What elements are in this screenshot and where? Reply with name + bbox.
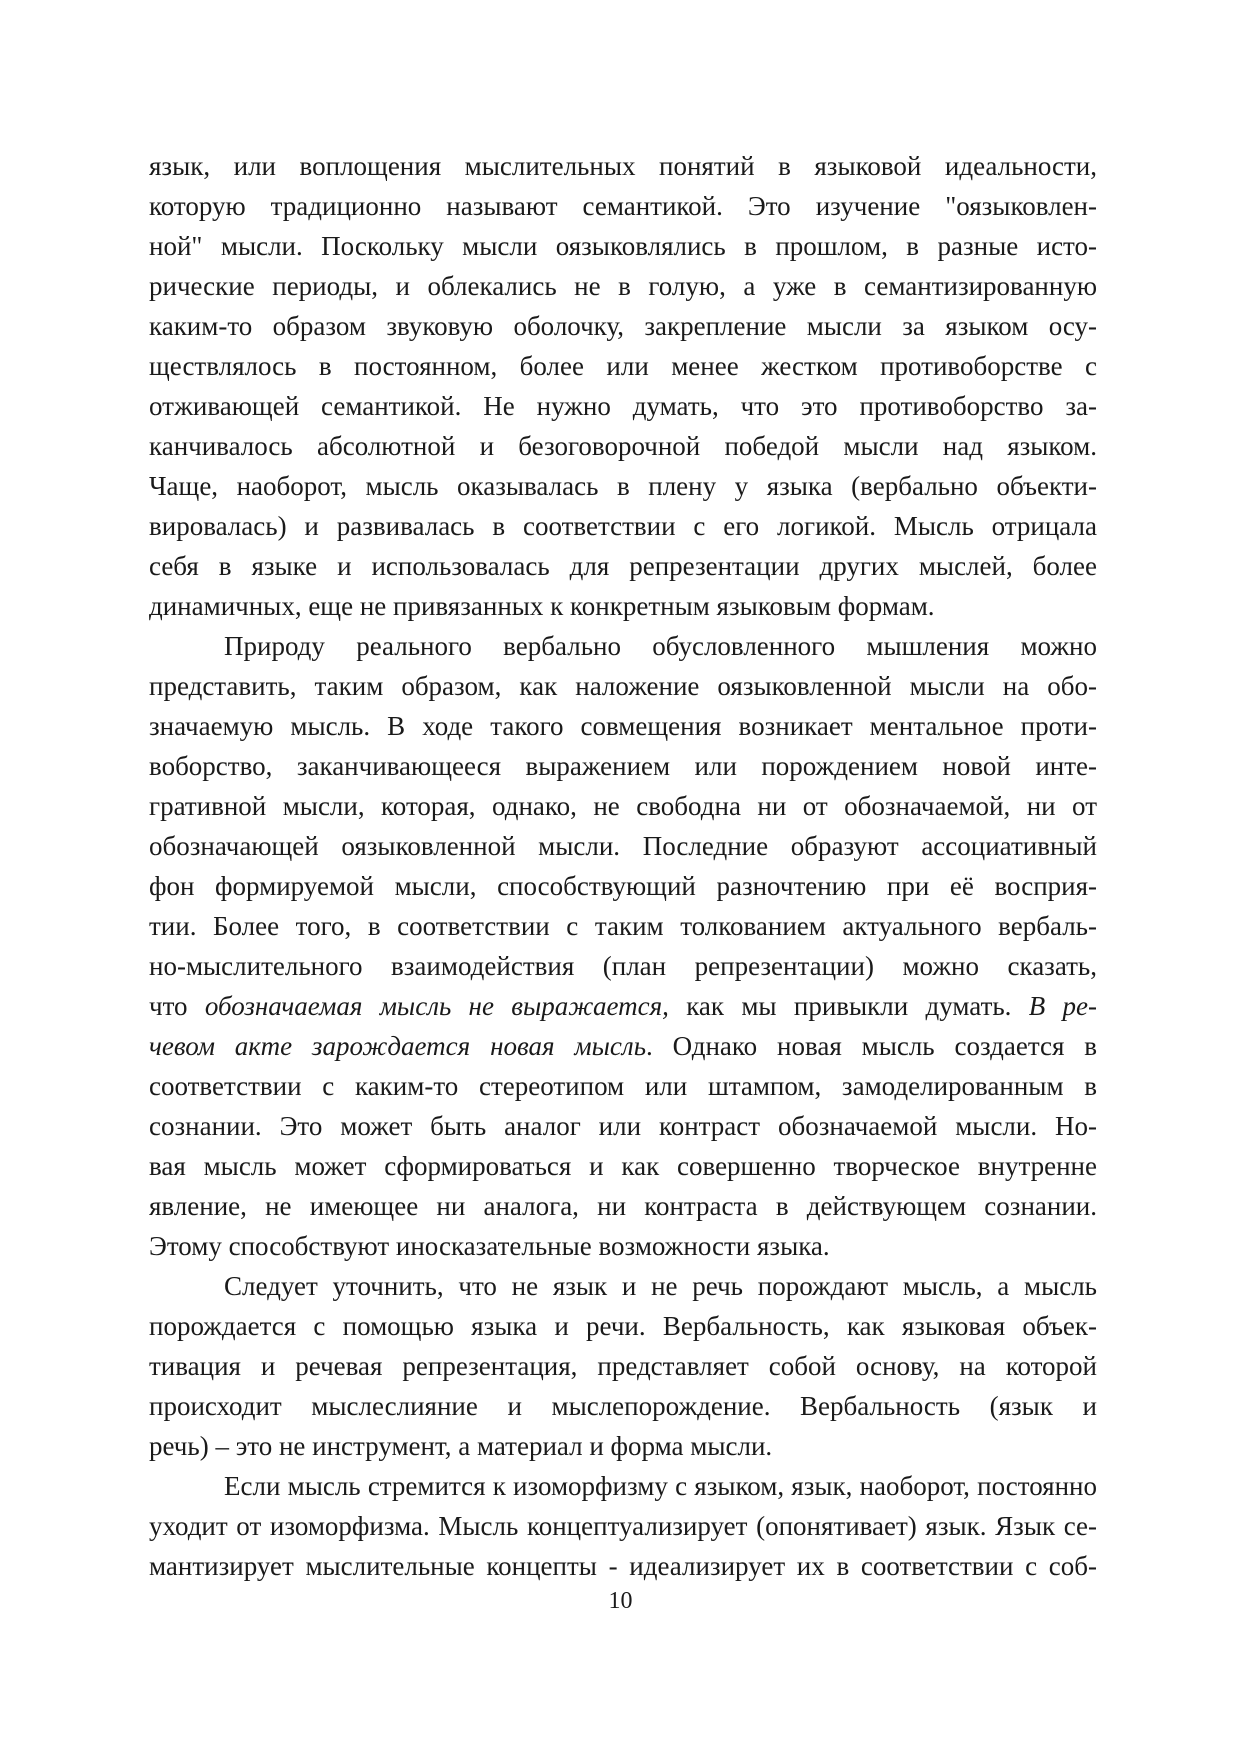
text-segment: явление, не имеющее ни аналога, ни контраста в действующем сознании. bbox=[149, 1191, 1097, 1221]
text-segment: язык, или воплощения мыслительных понятий в языковой идеальности, bbox=[149, 151, 1097, 181]
italic-text-segment: В ре- bbox=[1028, 991, 1098, 1021]
text-segment: порождается с помощью языка и речи. Вербальность, как языковая объек- bbox=[149, 1311, 1097, 1341]
text-segment: ной" мысли. Поскольку мысли оязыковлялись в прошлом, в разные исто- bbox=[149, 231, 1097, 261]
text-segment: . Однако новая мысль создается в bbox=[645, 1031, 1097, 1061]
text-line bbox=[149, 506, 1097, 546]
text-segment: рические периоды, и облекались не в голую, а уже в семантизированную bbox=[149, 271, 1097, 301]
text-segment: которую традиционно называют семантикой. Это изучение "оязыковлен- bbox=[149, 191, 1097, 221]
text-line bbox=[149, 706, 1097, 746]
text-segment: обозначающей оязыковленной мысли. Последние образуют ассоциативный bbox=[149, 831, 1097, 861]
text-line bbox=[149, 306, 1097, 346]
text-segment: Следует уточнить, что не язык и не речь порождают мысль, а мысль bbox=[224, 1271, 1097, 1301]
text-line bbox=[149, 146, 1097, 186]
text-line bbox=[149, 1386, 1097, 1426]
body-text bbox=[149, 146, 1097, 1586]
text-segment: представить, таким образом, как наложение оязыковленной мысли на обо- bbox=[149, 671, 1097, 701]
text-segment: происходит мыслеслияние и мыслепорождение. Вербальность (язык и bbox=[149, 1391, 1097, 1421]
text-line bbox=[149, 1026, 1097, 1066]
text-segment: вировалась) и развивалась в соответствии с его логикой. Мысль отрицала bbox=[149, 511, 1097, 541]
text-line bbox=[149, 1066, 1097, 1106]
text-line bbox=[149, 826, 1097, 866]
text-segment: Этому способствуют иносказательные возможности языка. bbox=[149, 1231, 830, 1261]
text-segment: тии. Более того, в соответствии с таким толкованием актуального вербаль- bbox=[149, 911, 1097, 941]
text-line bbox=[149, 346, 1097, 386]
text-segment: сознании. Это может быть аналог или контраст обозначаемой мысли. Но- bbox=[149, 1111, 1097, 1141]
text-line bbox=[149, 626, 1097, 666]
italic-text-segment: обозначаемая мысль не выражается, bbox=[204, 991, 669, 1021]
text-segment: Чаще, наоборот, мысль оказывалась в плену у языка (вербально объекти- bbox=[149, 471, 1097, 501]
text-line bbox=[149, 586, 1097, 626]
text-segment: уходит от изоморфизма. Мысль концептуализирует (опонятивает) язык. Язык се- bbox=[149, 1511, 1097, 1541]
text-line bbox=[149, 986, 1097, 1026]
text-line bbox=[149, 946, 1097, 986]
text-segment: соответствии с каким-то стереотипом или штампом, замоделированным в bbox=[149, 1071, 1097, 1101]
text-line bbox=[149, 1106, 1097, 1146]
text-line bbox=[149, 426, 1097, 466]
text-segment: воборство, заканчивающееся выражением или порождением новой инте- bbox=[149, 751, 1097, 781]
text-line bbox=[149, 866, 1097, 906]
text-segment: что bbox=[149, 991, 205, 1021]
text-segment: канчивалось абсолютной и безоговорочной победой мысли над языком. bbox=[149, 431, 1097, 461]
text-segment: ществлялось в постоянном, более или менее жестком противоборстве с bbox=[149, 351, 1097, 381]
text-segment: Если мысль стремится к изоморфизму с языком, язык, наоборот, постоянно bbox=[224, 1471, 1097, 1501]
text-segment: значаемую мысль. В ходе такого совмещения возникает ментальное проти- bbox=[149, 711, 1097, 741]
text-line bbox=[149, 1426, 1097, 1466]
text-line bbox=[149, 1466, 1097, 1506]
text-segment: фон формируемой мысли, способствующий разночтению при её восприя- bbox=[149, 871, 1097, 901]
text-line bbox=[149, 186, 1097, 226]
text-segment: как мы привыкли думать. bbox=[668, 991, 1029, 1021]
text-line bbox=[149, 746, 1097, 786]
text-segment: мантизирует мыслительные концепты - идеализирует их в соответствии с соб- bbox=[149, 1551, 1097, 1581]
text-line bbox=[149, 786, 1097, 826]
text-line bbox=[149, 1226, 1097, 1266]
text-line bbox=[149, 466, 1097, 506]
text-segment: отживающей семантикой. Не нужно думать, что это противоборство за- bbox=[149, 391, 1097, 421]
text-line bbox=[149, 906, 1097, 946]
italic-text-segment: чевом акте зарождается новая мысль bbox=[149, 1031, 646, 1061]
text-segment: тивация и речевая репрезентация, представляет собой основу, на которой bbox=[149, 1351, 1097, 1381]
text-segment: гративной мысли, которая, однако, не свободна ни от обозначаемой, ни от bbox=[149, 791, 1097, 821]
text-line bbox=[149, 1266, 1097, 1306]
text-line bbox=[149, 1146, 1097, 1186]
text-line bbox=[149, 226, 1097, 266]
text-line bbox=[149, 666, 1097, 706]
text-line bbox=[149, 546, 1097, 586]
page-number: 10 bbox=[608, 1588, 633, 1614]
text-line bbox=[149, 1546, 1097, 1586]
text-segment: вая мысль может сформироваться и как совершенно творческое внутренне bbox=[149, 1151, 1097, 1181]
text-segment: каким-то образом звуковую оболочку, закрепление мысли за языком осу- bbox=[149, 311, 1097, 341]
text-line bbox=[149, 266, 1097, 306]
text-line bbox=[149, 386, 1097, 426]
text-segment: себя в языке и использовалась для репрезентации других мыслей, более bbox=[149, 551, 1097, 581]
text-segment: но-мыслительного взаимодействия (план репрезентации) можно сказать, bbox=[149, 951, 1097, 981]
text-line bbox=[149, 1306, 1097, 1346]
text-line bbox=[149, 1506, 1097, 1546]
text-segment: речь) – это не инструмент, а материал и форма мысли. bbox=[149, 1431, 773, 1461]
text-line bbox=[149, 1346, 1097, 1386]
text-segment: Природу реального вербально обусловленного мышления можно bbox=[224, 631, 1097, 661]
text-segment: динамичных, еще не привязанных к конкретным языковым формам. bbox=[149, 591, 935, 621]
text-line bbox=[149, 1186, 1097, 1226]
